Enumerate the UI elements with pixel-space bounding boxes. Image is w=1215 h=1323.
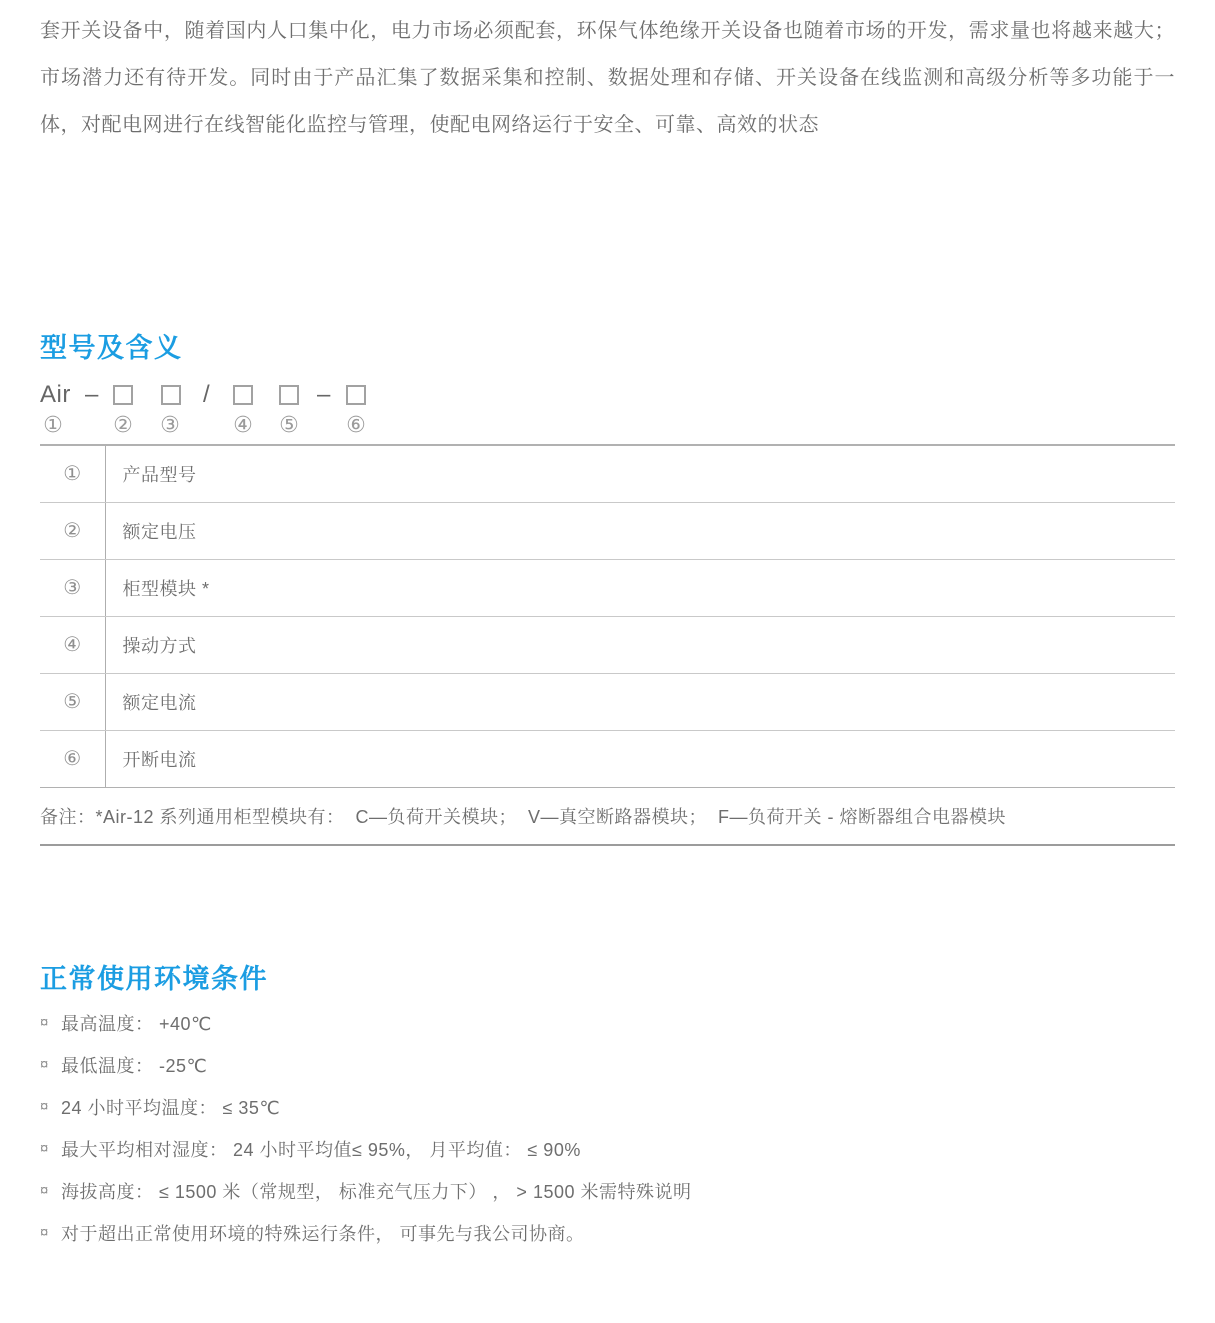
list-item-text: 最低温度： -25℃ xyxy=(61,1055,208,1076)
model-meaning-table xyxy=(40,444,1175,788)
table-row xyxy=(40,730,1175,787)
table-row xyxy=(40,559,1175,616)
list-item xyxy=(40,1044,1175,1086)
list-item xyxy=(40,1212,1175,1254)
bullet-marker: ¤ xyxy=(40,1140,49,1157)
bullet-marker: ¤ xyxy=(40,1098,49,1115)
section-title-model: 型号及含义 xyxy=(40,333,183,363)
list-item-text: 最大平均相对湿度： 24 小时平均值≤ 95%， 月平均值： ≤ 90% xyxy=(61,1139,581,1160)
model-dash-2: – xyxy=(317,381,331,408)
list-item-text: 对于超出正常使用环境的特殊运行条件， 可事先与我公司协商。 xyxy=(61,1223,585,1244)
row-number: ④ xyxy=(40,616,105,673)
table-row xyxy=(40,673,1175,730)
table-row xyxy=(40,445,1175,502)
table-row xyxy=(40,616,1175,673)
bullet-marker: ¤ xyxy=(40,1182,49,1199)
model-box-4 xyxy=(279,385,299,405)
model-prefix: Air xyxy=(40,381,71,408)
row-label: 产品型号 xyxy=(105,445,1175,502)
bullet-marker: ¤ xyxy=(40,1056,49,1073)
list-item-text: 24 小时平均温度： ≤ 35℃ xyxy=(61,1097,281,1118)
table-footnote: 备注：*Air-12 系列通用柜型模块有： C—负荷开关模块； V—真空断路器模块； F—负荷开关 - 熔断器组合电器模块 xyxy=(40,788,1175,846)
position-number-2: ② xyxy=(113,412,133,437)
list-item xyxy=(40,1002,1175,1044)
intro-paragraph: 套开关设备中，随着国内人口集中化，电力市场必须配套，环保气体绝缘开关设备也随着市场的开发，需求量也将越来越大；市场潜力还有待开发。同时由于产品汇集了数据采集和控制、数据处理和存储、开关设备在线监测和高级分析等多功能于一体，对配电网进行在线智能化监控与管理，使配电网络运行于安全、可靠、高效的状态 xyxy=(40,20,1175,136)
row-number: ③ xyxy=(40,559,105,616)
model-box-1 xyxy=(113,385,133,405)
model-designation-diagram xyxy=(40,382,460,440)
model-slash: / xyxy=(203,381,210,408)
row-number: ⑤ xyxy=(40,673,105,730)
row-label: 额定电压 xyxy=(105,502,1175,559)
model-box-3 xyxy=(233,385,253,405)
row-number: ② xyxy=(40,502,105,559)
position-number-1: ① xyxy=(43,412,63,437)
row-label: 开断电流 xyxy=(105,730,1175,787)
table-row xyxy=(40,502,1175,559)
list-item-text: 最高温度： +40℃ xyxy=(61,1013,212,1034)
section-title-environment: 正常使用环境条件 xyxy=(40,963,268,994)
row-label: 额定电流 xyxy=(105,673,1175,730)
position-number-5: ⑤ xyxy=(279,412,299,437)
position-number-6: ⑥ xyxy=(346,412,366,437)
list-item xyxy=(40,1128,1175,1170)
row-number: ⑥ xyxy=(40,730,105,787)
row-number: ① xyxy=(40,445,105,502)
position-number-4: ④ xyxy=(233,412,253,437)
row-label: 操动方式 xyxy=(105,616,1175,673)
position-number-3: ③ xyxy=(160,412,180,437)
model-box-5 xyxy=(346,385,366,405)
environment-conditions-list xyxy=(40,1002,1175,1254)
row-label: 柜型模块 * xyxy=(105,559,1175,616)
list-item xyxy=(40,1086,1175,1128)
list-item xyxy=(40,1170,1175,1212)
bullet-marker: ¤ xyxy=(40,1224,49,1241)
model-box-2 xyxy=(161,385,181,405)
list-item-text: 海拔高度： ≤ 1500 米（常规型， 标准充气压力下） ， > 1500 米需特殊说明 xyxy=(61,1181,692,1202)
model-dash-1: – xyxy=(85,381,99,408)
bullet-marker: ¤ xyxy=(40,1014,49,1031)
